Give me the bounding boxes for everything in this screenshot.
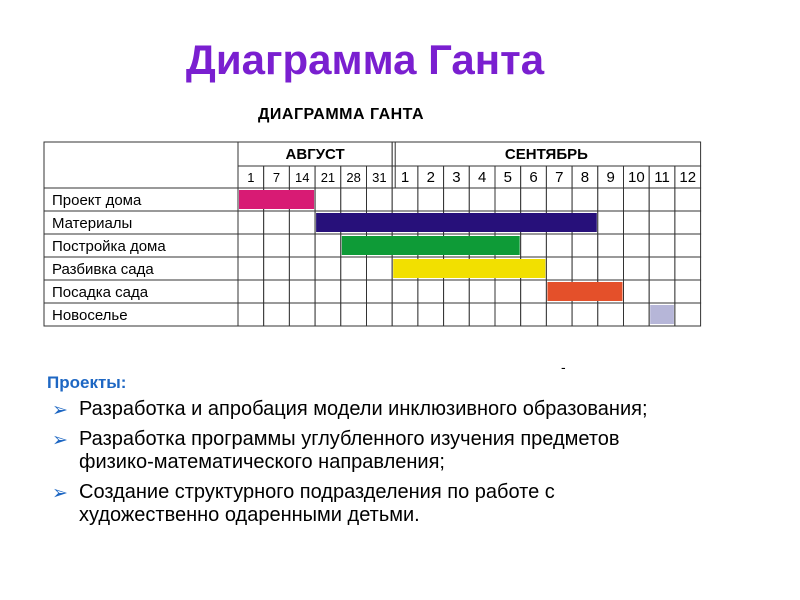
project-item-text: Разработка программы углубленного изучения предметов физико-математического направления; <box>79 428 620 473</box>
grid-cell <box>289 257 315 280</box>
project-item-text: Разработка и апробация модели инклюзивного образования; <box>79 398 648 420</box>
grid-cell <box>624 280 650 303</box>
grid-cell <box>546 303 572 326</box>
grid-cell <box>315 188 341 211</box>
grid-cell <box>418 303 444 326</box>
grid-cell <box>495 303 521 326</box>
grid-cell <box>392 188 418 211</box>
grid-cell <box>649 234 675 257</box>
grid-cell <box>495 280 521 303</box>
grid-cell <box>521 280 547 303</box>
grid-cell <box>675 234 701 257</box>
day-tick-label: 6 <box>529 169 538 186</box>
task-label: Новоселье <box>52 307 128 324</box>
day-tick-label: 7 <box>555 169 564 186</box>
arrow-bullet-icon: ➢ <box>52 483 68 504</box>
grid-cell <box>521 234 547 257</box>
slide-title: Диаграмма Ганта <box>185 36 545 83</box>
grid-cell <box>238 211 264 234</box>
project-item <box>48 481 688 527</box>
grid-cell <box>495 188 521 211</box>
grid-cell <box>418 280 444 303</box>
grid-cell <box>444 188 470 211</box>
grid-cell <box>675 188 701 211</box>
grid-cell <box>675 211 701 234</box>
month-label: АВГУСТ <box>285 146 345 163</box>
header-corner-cell <box>44 142 238 188</box>
grid-cell <box>444 303 470 326</box>
day-tick-label: 14 <box>295 170 310 185</box>
grid-cell <box>367 188 393 211</box>
grid-cell <box>521 303 547 326</box>
grid-cell <box>649 188 675 211</box>
grid-cell <box>598 234 624 257</box>
grid-cell <box>624 188 650 211</box>
grid-cell <box>598 303 624 326</box>
grid-cell <box>315 303 341 326</box>
grid-cell <box>649 211 675 234</box>
day-tick-label: 5 <box>503 169 513 186</box>
task-bar <box>239 190 314 209</box>
grid-cell <box>238 234 264 257</box>
grid-cell <box>469 280 495 303</box>
dash-mark: - <box>561 359 566 375</box>
grid-cell <box>238 280 264 303</box>
day-tick-label: 12 <box>679 169 697 186</box>
grid-cell <box>315 234 341 257</box>
grid-cell <box>367 257 393 280</box>
projects-list <box>48 398 688 534</box>
grid-cell <box>598 257 624 280</box>
grid-cell <box>264 211 290 234</box>
grid-cell <box>572 188 598 211</box>
day-tick-label: 1 <box>247 170 255 185</box>
grid-cell <box>546 188 572 211</box>
grid-cell <box>649 280 675 303</box>
grid-cell <box>341 257 367 280</box>
grid-cell <box>315 257 341 280</box>
day-tick-label: 4 <box>477 169 487 186</box>
task-bar <box>342 236 520 255</box>
grid-cell <box>392 280 418 303</box>
grid-cell <box>264 234 290 257</box>
grid-cell <box>675 303 701 326</box>
grid-cell <box>238 257 264 280</box>
gantt-title: ДИАГРАММА ГАНТА <box>258 106 424 123</box>
grid-cell <box>238 303 264 326</box>
task-label: Постройка дома <box>52 238 166 255</box>
grid-cell <box>444 280 470 303</box>
grid-cell <box>341 303 367 326</box>
grid-cell <box>289 211 315 234</box>
grid-cell <box>649 257 675 280</box>
grid-cell <box>264 257 290 280</box>
grid-cell <box>469 188 495 211</box>
day-tick-label: 28 <box>346 170 361 185</box>
month-label: СЕНТЯБРЬ <box>504 146 588 163</box>
day-tick-label: 2 <box>426 169 435 186</box>
task-bar <box>547 282 622 301</box>
grid-cell <box>624 303 650 326</box>
day-tick-label: 7 <box>272 170 281 185</box>
grid-cell <box>572 234 598 257</box>
grid-cell <box>341 280 367 303</box>
grid-cell <box>675 280 701 303</box>
grid-cell <box>675 257 701 280</box>
day-tick-label: 21 <box>320 170 336 185</box>
day-tick-label: 10 <box>628 169 645 186</box>
task-label: Проект дома <box>52 192 142 209</box>
day-tick-label: 1 <box>400 169 410 186</box>
day-tick-label: 11 <box>654 169 670 186</box>
grid-cell <box>624 211 650 234</box>
grid-cell <box>469 303 495 326</box>
grid-cell <box>546 257 572 280</box>
project-item <box>48 398 688 421</box>
grid-cell <box>624 234 650 257</box>
grid-cell <box>598 188 624 211</box>
grid-cell <box>624 257 650 280</box>
grid-cell <box>392 303 418 326</box>
grid-cell <box>572 303 598 326</box>
grid-cell <box>289 234 315 257</box>
task-label: Разбивка сада <box>52 261 154 278</box>
grid-cell <box>418 188 444 211</box>
project-item-text: Создание структурного подразделения по работе с художественно одаренными детьми. <box>79 481 555 526</box>
grid-cell <box>546 234 572 257</box>
grid-cell <box>598 211 624 234</box>
day-tick-label: 9 <box>606 169 615 186</box>
grid-cell <box>264 303 290 326</box>
arrow-bullet-icon: ➢ <box>52 400 68 421</box>
task-bar <box>393 259 545 278</box>
day-tick-label: 31 <box>372 170 387 185</box>
task-label: Материалы <box>52 215 133 232</box>
task-bar <box>316 213 597 232</box>
projects-heading: Проекты: <box>47 373 127 392</box>
grid-cell <box>367 303 393 326</box>
task-label: Посадка сада <box>52 284 149 301</box>
grid-cell <box>572 257 598 280</box>
grid-cell <box>315 280 341 303</box>
arrow-bullet-icon: ➢ <box>52 430 68 451</box>
grid-cell <box>289 280 315 303</box>
day-tick-label: 8 <box>580 169 590 186</box>
grid-cell <box>341 188 367 211</box>
grid-cell <box>264 280 290 303</box>
grid-cell <box>367 280 393 303</box>
grid-cell <box>289 303 315 326</box>
project-item <box>48 428 688 474</box>
day-tick-label: 3 <box>452 169 461 186</box>
grid-cell <box>521 188 547 211</box>
task-bar <box>650 305 674 324</box>
